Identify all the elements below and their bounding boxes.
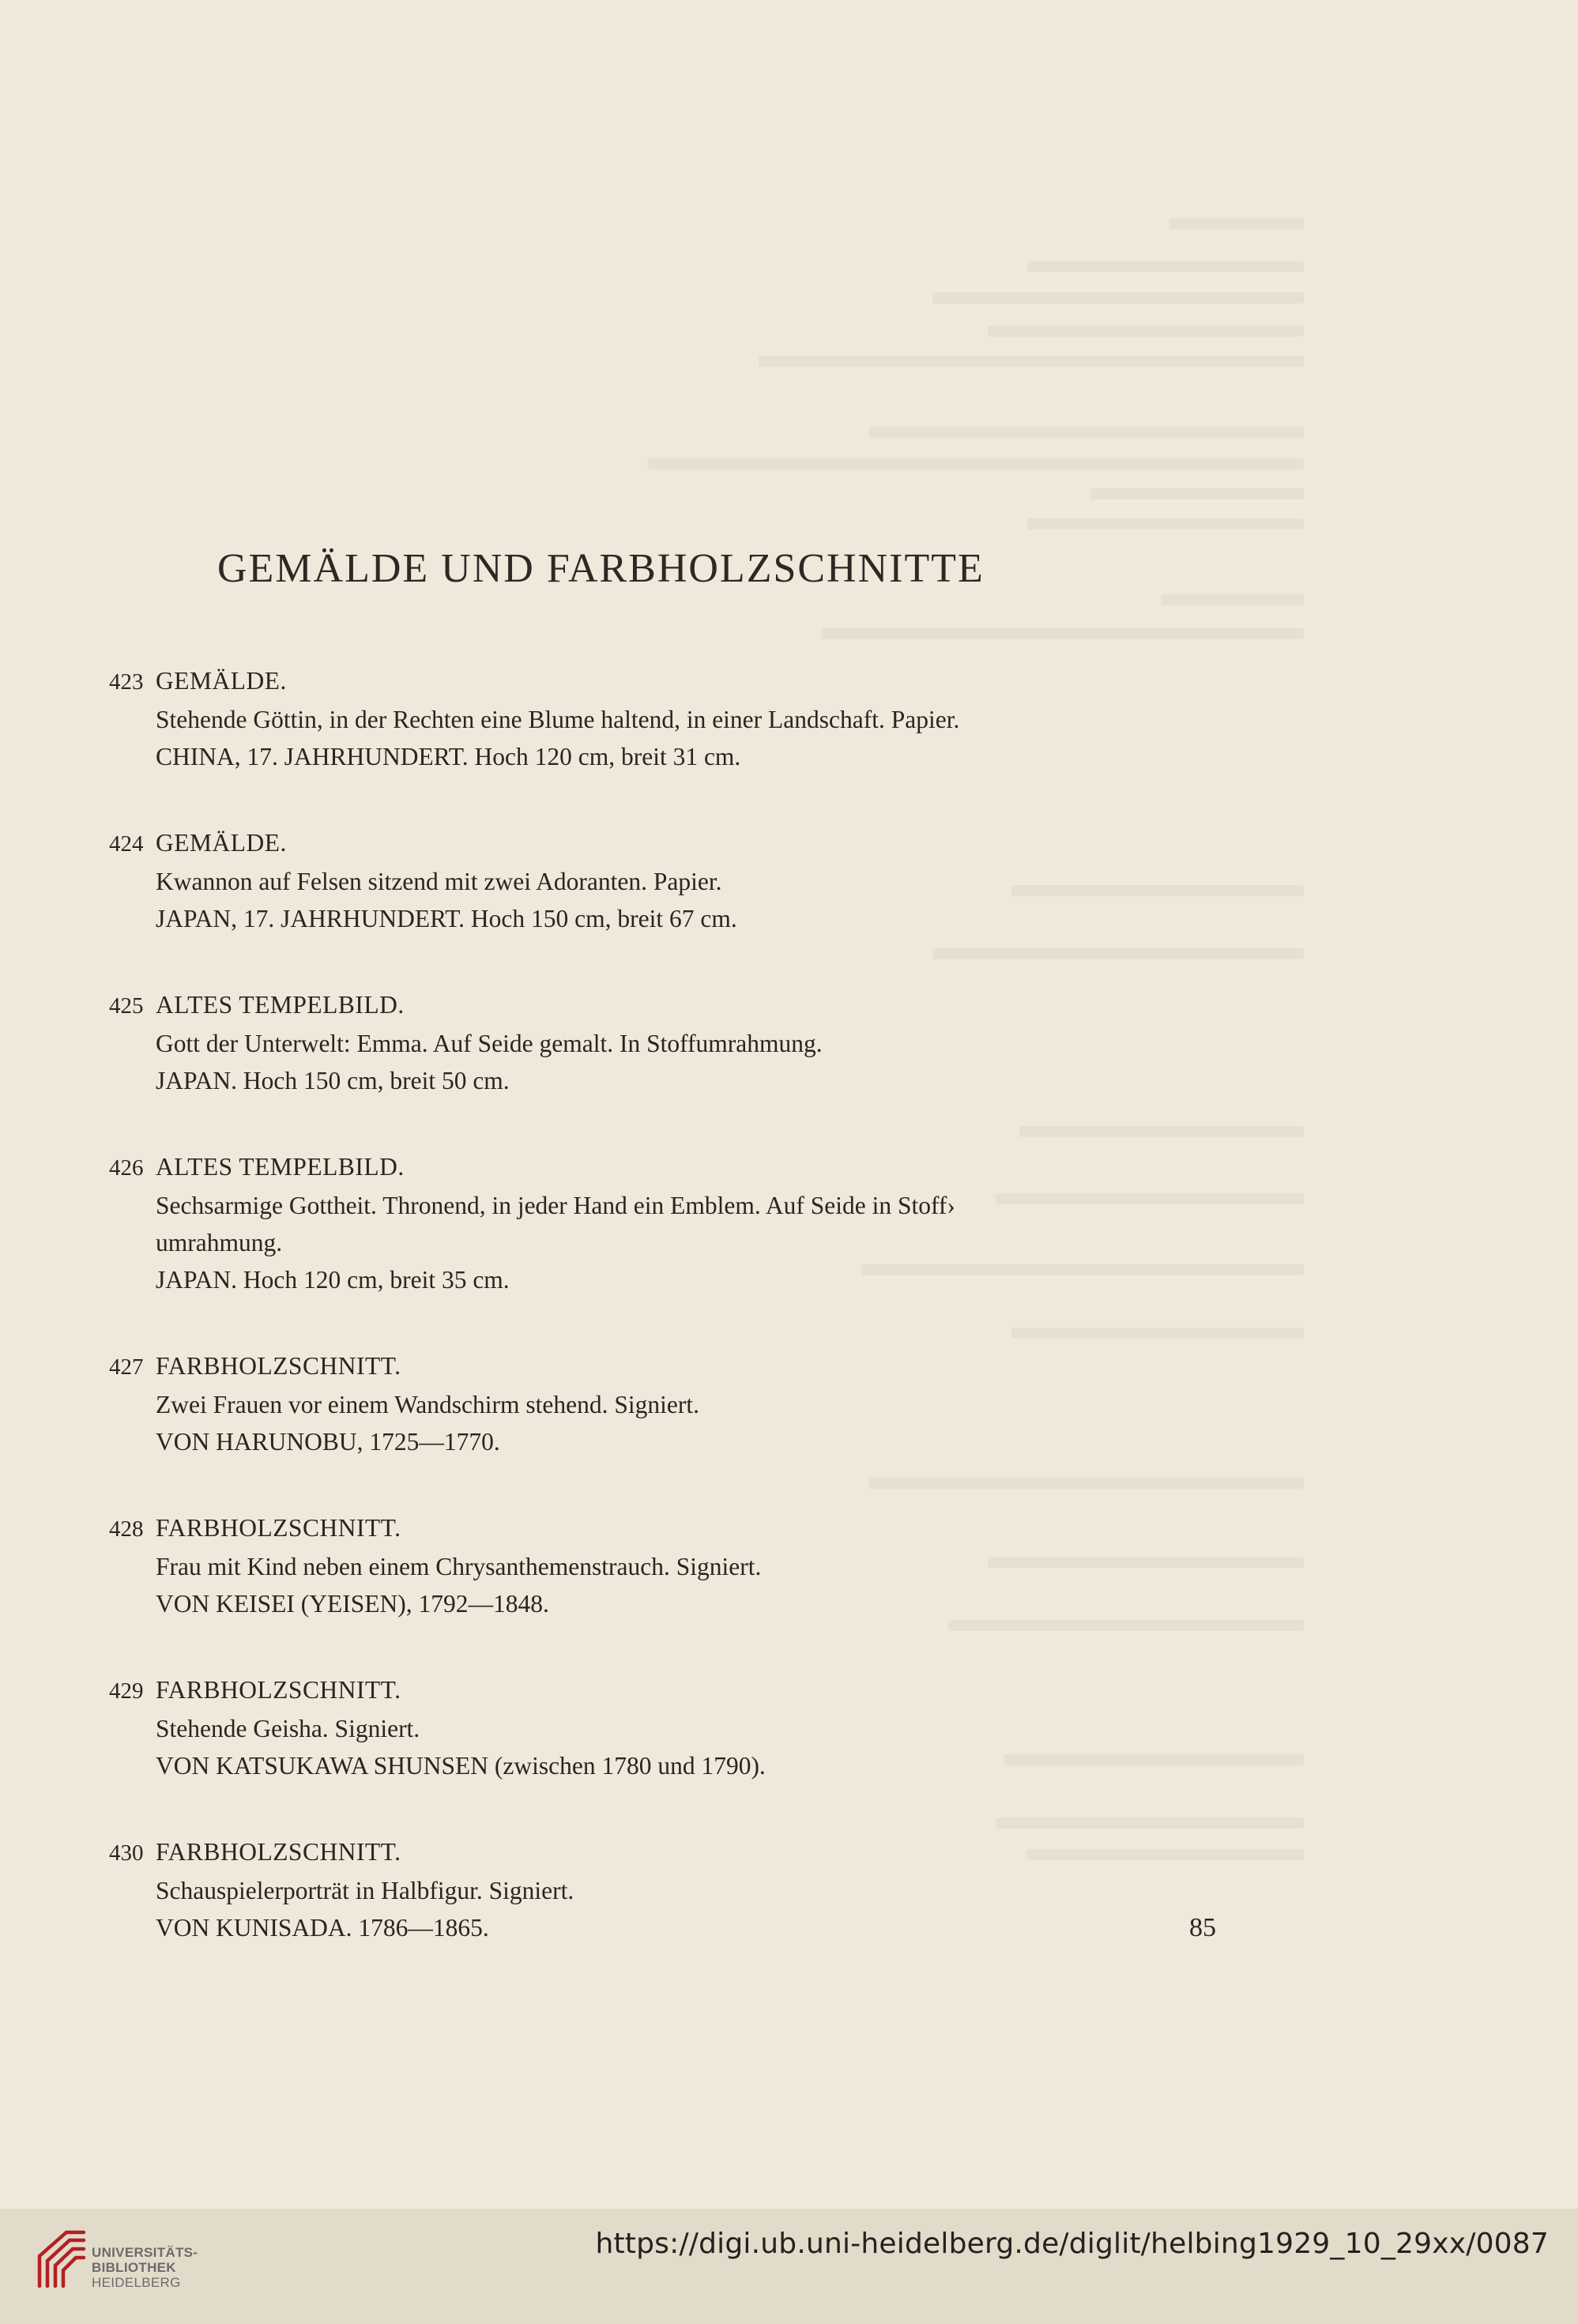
lot-number: 423 xyxy=(109,669,144,695)
lot-title: FARBHOLZSCHNITT. xyxy=(156,1676,401,1704)
lot-description: Zwei Frauen vor einem Wandschirm stehend. Signiert. xyxy=(156,1391,699,1418)
lot-number: 429 xyxy=(109,1678,144,1704)
lot-title: FARBHOLZSCHNITT. xyxy=(156,1352,401,1380)
lot-title: FARBHOLZSCHNITT. xyxy=(156,1514,401,1542)
library-name[interactable] xyxy=(92,2245,198,2290)
lot-artist: VON KATSUKAWA SHUNSEN (zwischen 1780 und 1790). xyxy=(156,1752,766,1780)
catalogue-entry-425 xyxy=(109,986,1223,1099)
lot-title: GEMÄLDE. xyxy=(156,829,287,857)
lot-number: 425 xyxy=(109,993,144,1019)
catalogue-entry-428 xyxy=(109,1509,1223,1622)
university-library-logo-icon[interactable] xyxy=(35,2228,87,2291)
lot-description-continued: umrahmung. xyxy=(156,1229,283,1256)
catalogue-entry-426 xyxy=(109,1148,1223,1298)
lot-description: Sechsarmige Gottheit. Thronend, in jeder Hand ein Emblem. Auf Seide in Stoff› xyxy=(156,1192,955,1219)
footer-bar xyxy=(0,2209,1578,2324)
lot-origin-dimensions: JAPAN. Hoch 150 cm, breit 50 cm. xyxy=(156,1067,510,1094)
lot-number: 430 xyxy=(109,1840,144,1866)
catalogue-entry-430 xyxy=(109,1833,1223,1946)
library-name-line: HEIDELBERG xyxy=(92,2275,181,2290)
permalink-url[interactable]: https://digi.ub.uni-heidelberg.de/diglit/helbing1929_10_29xx/0087 xyxy=(595,2228,1549,2260)
lot-title: GEMÄLDE. xyxy=(156,667,287,695)
lot-number: 428 xyxy=(109,1516,144,1542)
lot-description: Kwannon auf Felsen sitzend mit zwei Adoranten. Papier. xyxy=(156,868,722,895)
lot-origin-dimensions: JAPAN, 17. JAHRHUNDERT. Hoch 150 cm, breit 67 cm. xyxy=(156,905,737,932)
page-number: 85 xyxy=(1189,1913,1216,1942)
lot-artist: VON KUNISADA. 1786—1865. xyxy=(156,1914,489,1942)
catalogue-entry-427 xyxy=(109,1347,1223,1460)
lot-title: ALTES TEMPELBILD. xyxy=(156,1153,405,1181)
lot-number: 426 xyxy=(109,1155,144,1181)
lot-title: ALTES TEMPELBILD. xyxy=(156,991,405,1019)
lot-description: Frau mit Kind neben einem Chrysanthemenstrauch. Signiert. xyxy=(156,1553,762,1580)
lot-title: FARBHOLZSCHNITT. xyxy=(156,1838,401,1866)
catalogue-entry-424 xyxy=(109,824,1223,937)
lot-artist: VON HARUNOBU, 1725—1770. xyxy=(156,1428,500,1456)
lot-artist: VON KEISEI (YEISEN), 1792—1848. xyxy=(156,1590,549,1618)
lot-number: 424 xyxy=(109,831,144,857)
lot-description: Stehende Geisha. Signiert. xyxy=(156,1715,420,1742)
catalogue-entry-429 xyxy=(109,1671,1223,1784)
lot-description: Schauspielerporträt in Halbfigur. Signiert. xyxy=(156,1877,574,1904)
library-name-line: BIBLIOTHEK xyxy=(92,2260,176,2275)
lot-number: 427 xyxy=(109,1354,144,1380)
lot-description: Gott der Unterwelt: Emma. Auf Seide gemalt. In Stoffumrahmung. xyxy=(156,1030,823,1057)
catalogue-entry-423 xyxy=(109,662,1223,775)
lot-origin-dimensions: CHINA, 17. JAHRHUNDERT. Hoch 120 cm, breit 31 cm. xyxy=(156,743,741,770)
library-name-line: UNIVERSITÄTS- xyxy=(92,2245,198,2260)
section-heading: GEMÄLDE UND FARBHOLZSCHNITTE xyxy=(217,546,985,591)
catalogue-entries xyxy=(109,662,1223,1995)
lot-origin-dimensions: JAPAN. Hoch 120 cm, breit 35 cm. xyxy=(156,1266,510,1294)
lot-description: Stehende Göttin, in der Rechten eine Blume haltend, in einer Landschaft. Papier. xyxy=(156,706,960,733)
